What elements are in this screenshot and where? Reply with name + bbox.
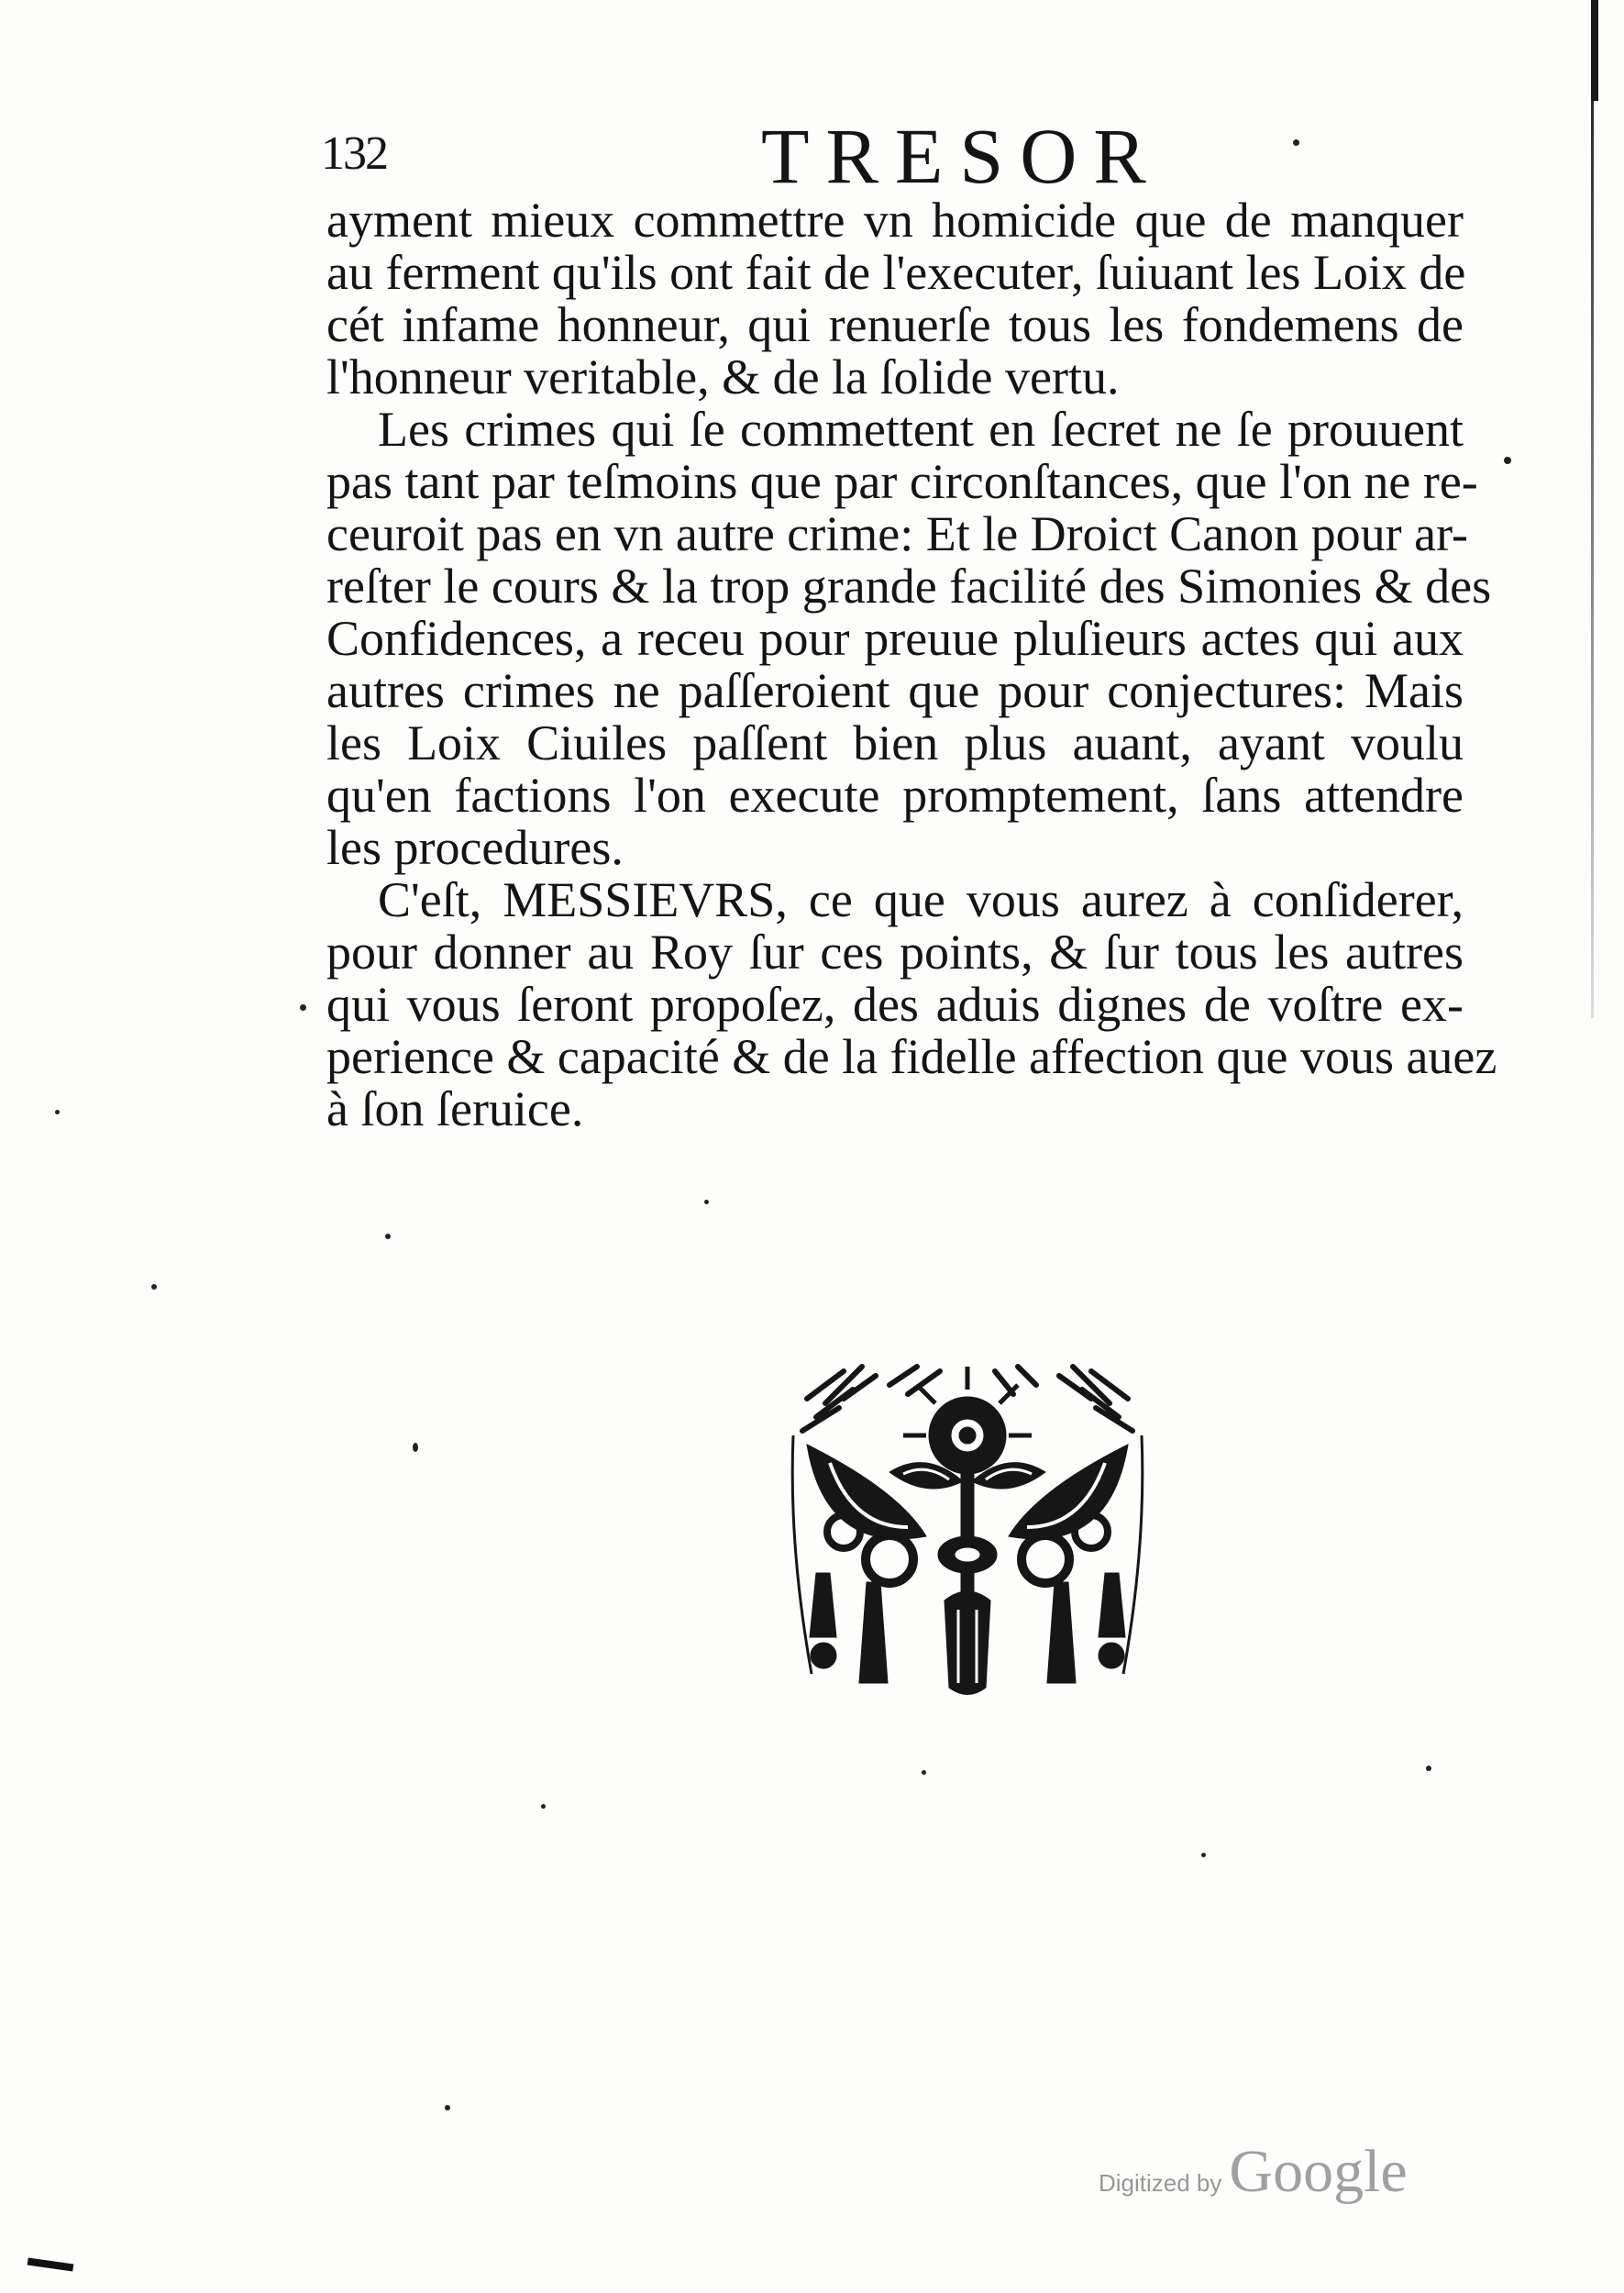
google-logo: Google	[1229, 2138, 1408, 2205]
print-speck	[704, 1200, 709, 1204]
text-line: les procedures.	[326, 820, 624, 875]
text-line: au ferment qu'ils ont fait de l'executer, ſuiuant les Loix de	[326, 245, 1466, 300]
print-speck	[1426, 1766, 1431, 1771]
text-line: autres crimes ne paſſeroient que pour conjectures: Mais	[326, 663, 1464, 718]
paragraph-start-line: Les crimes qui ſe commettent en ſecret ne ſe prouuent	[378, 402, 1464, 457]
print-speck	[1201, 1853, 1206, 1857]
page-edge-shadow	[1591, 0, 1598, 101]
text-line: l'honneur veritable, & de la ſolide vertu.	[326, 349, 1120, 404]
print-speck	[541, 1804, 546, 1809]
text-line: reſter le cours & la trop grande facilité des Simonies & des	[326, 559, 1492, 614]
text-line: à ſon ſeruice.	[326, 1081, 584, 1136]
text-line: qu'en factions l'on execute promptement, ſans attendre	[326, 768, 1464, 823]
running-title: TRESOR	[761, 112, 1163, 200]
text-line: cét infame honneur, qui renuerſe tous les fondemens de	[326, 297, 1464, 352]
scan-edge-mark	[28, 2258, 74, 2272]
text-line: les Loix Ciuiles paſſent bien plus auant, ayant voulu	[326, 715, 1464, 770]
print-speck	[413, 1443, 418, 1452]
print-speck	[300, 1004, 306, 1011]
digitization-watermark	[1099, 2137, 1408, 2205]
text-line: qui vous ſeront propoſez, des aduis dignes de voſtre ex-	[326, 977, 1464, 1032]
print-speck	[1293, 139, 1299, 146]
text-line: ceuroit pas en vn autre crime: Et le Droict Canon pour ar-	[326, 506, 1468, 561]
text-line: pour donner au Roy ſur ces points, & ſur tous les autres	[326, 925, 1464, 980]
print-speck	[385, 1234, 391, 1239]
text-line: ayment mieux commettre vn homicide que de manquer	[326, 193, 1464, 248]
page-number: 132	[321, 127, 387, 180]
floral-basket-ornament-icon	[789, 1362, 1146, 1701]
print-speck	[445, 2105, 450, 2110]
text-line: perience & capacité & de la fidelle affection que vous auez	[326, 1029, 1497, 1084]
text-line: Confidences, a receu pour preuue pluſieurs actes qui aux	[326, 611, 1464, 666]
paragraph-start-line: C'eſt, MESSIEVRS, ce que vous aurez à conſiderer,	[378, 872, 1464, 927]
page-header	[321, 110, 1513, 200]
print-speck	[151, 1284, 157, 1290]
body-text	[326, 193, 1497, 1136]
print-speck	[922, 1770, 926, 1775]
watermark-prefix: Digitized by	[1099, 2169, 1222, 2197]
print-speck	[55, 1110, 60, 1114]
text-line: pas tant par teſmoins que par circonſtances, que l'on ne re-	[326, 454, 1478, 509]
page-edge-line	[1591, 101, 1594, 1018]
print-speck	[1504, 457, 1511, 464]
